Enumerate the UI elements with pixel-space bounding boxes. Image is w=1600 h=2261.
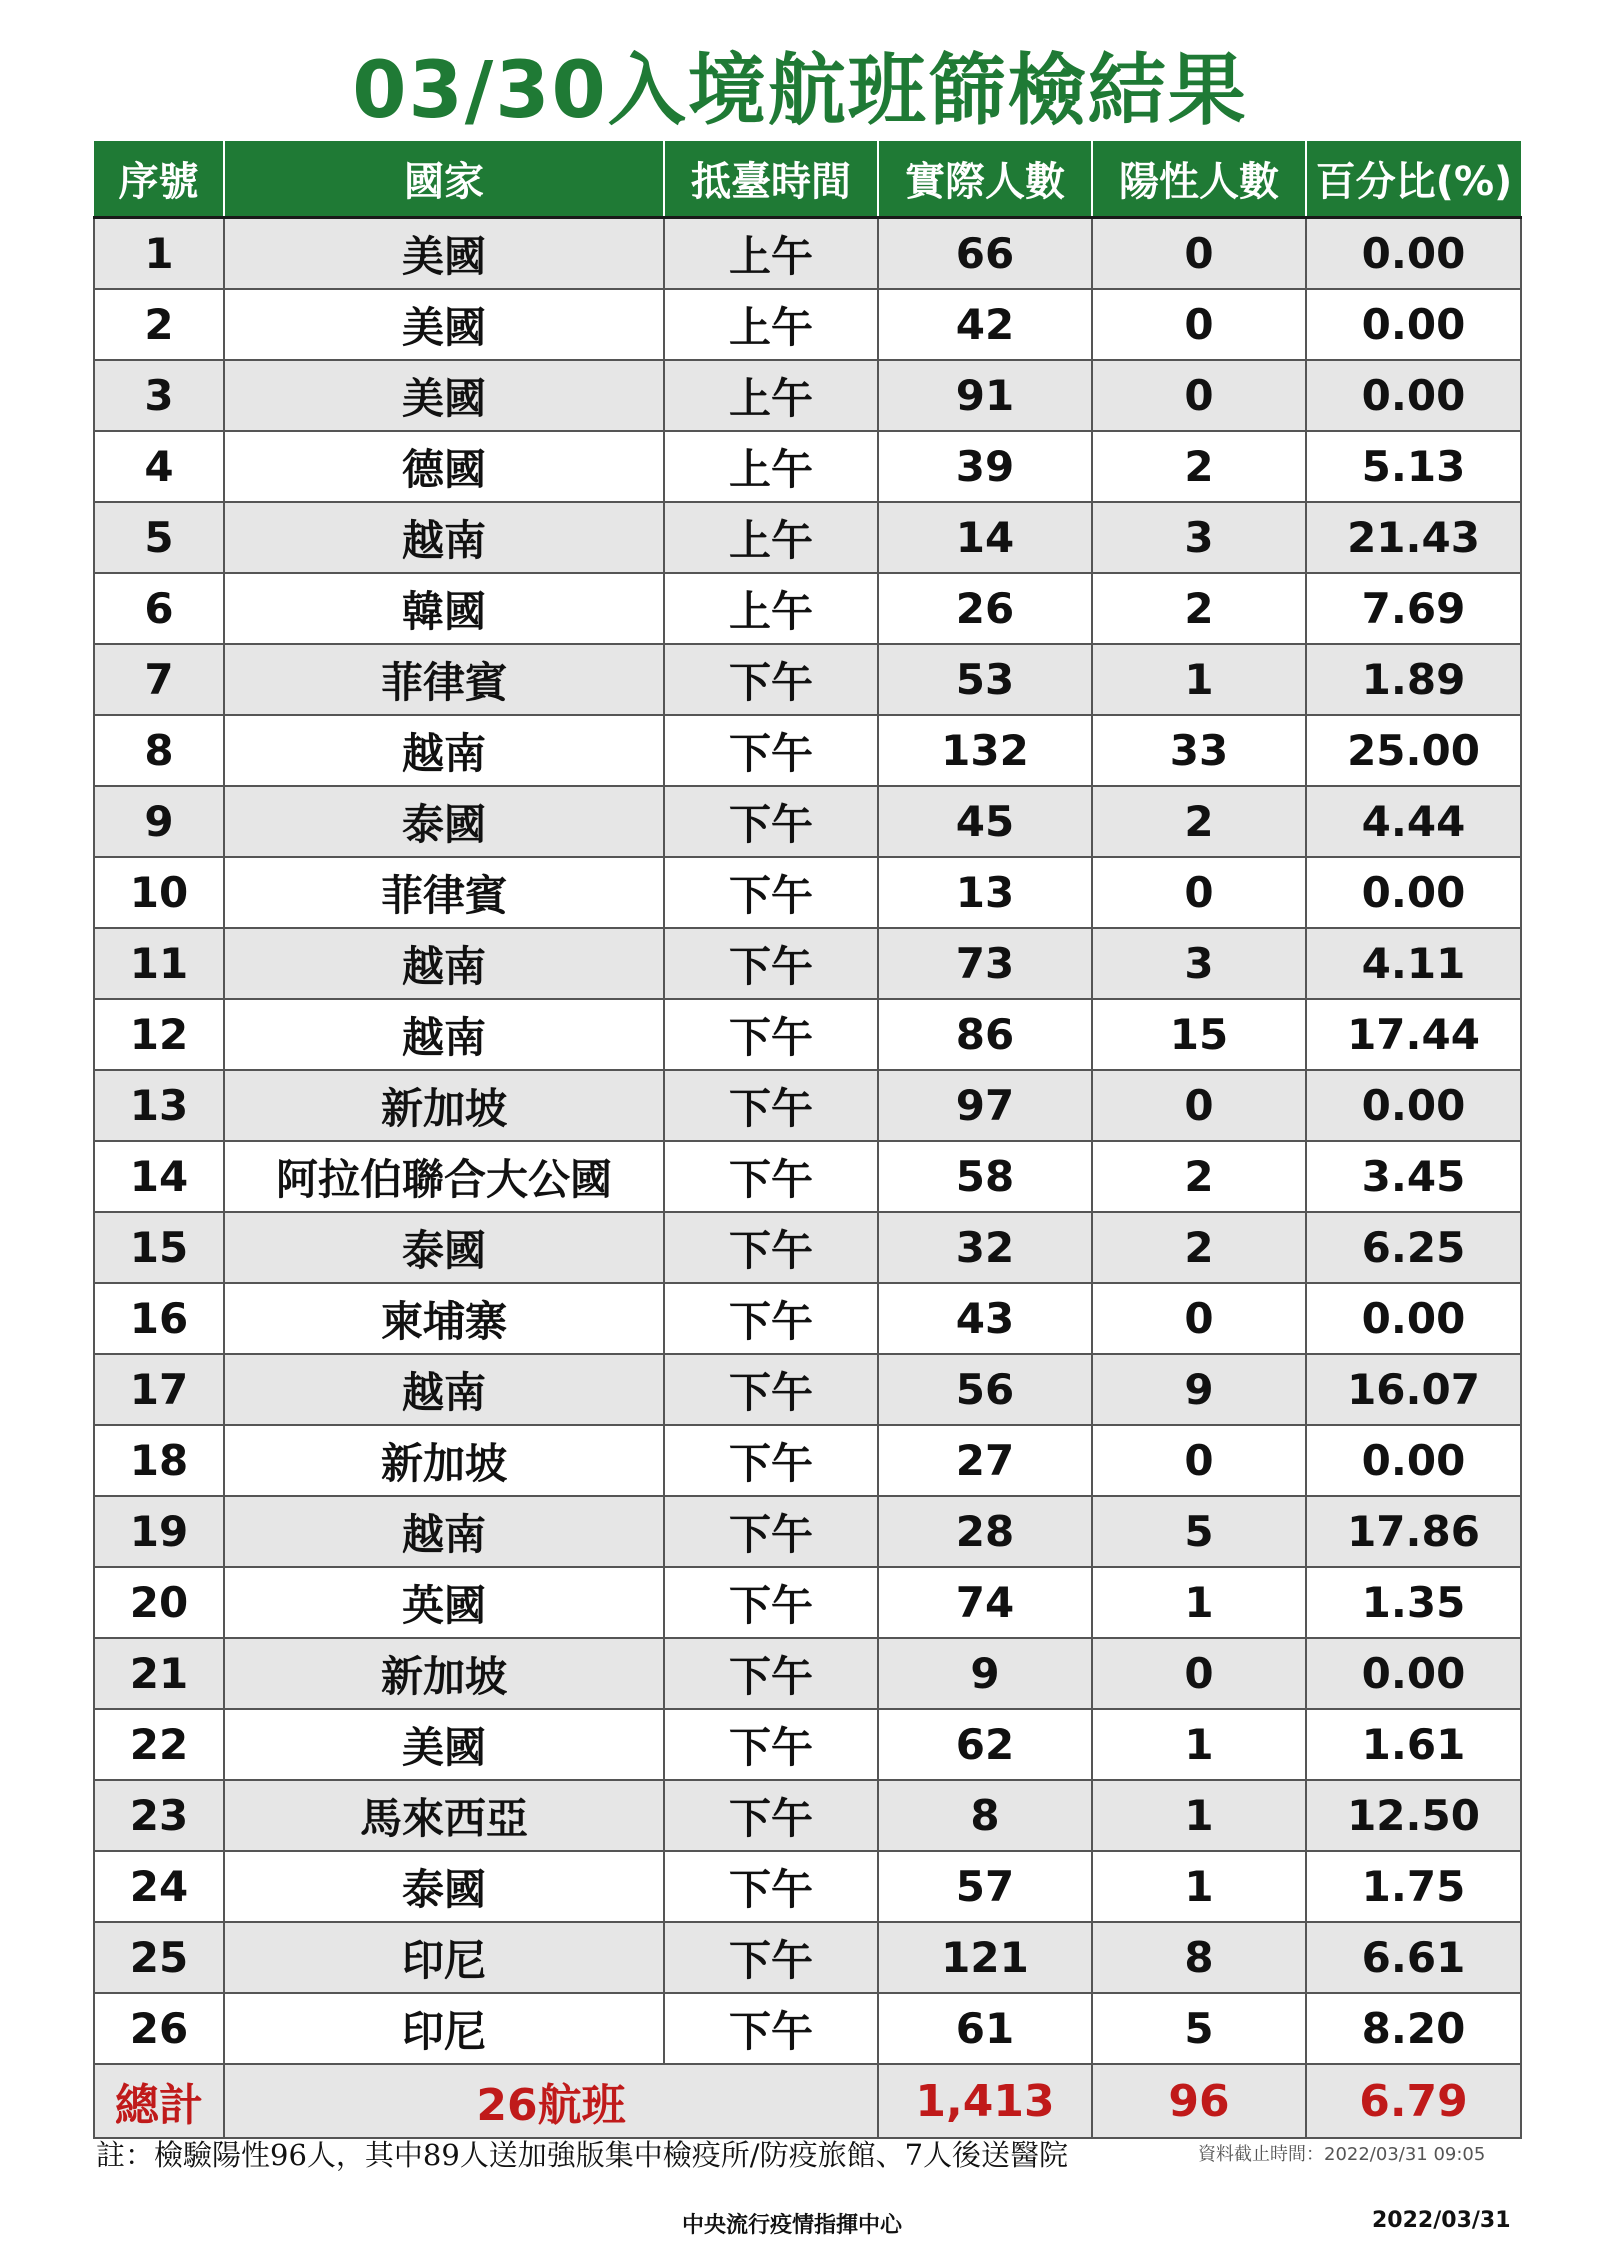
cell-positive-count: 15	[1092, 999, 1306, 1070]
cell-arrival-time: 下午	[664, 1212, 878, 1283]
cell-positive-count: 2	[1092, 1212, 1306, 1283]
cell-serial: 8	[94, 715, 224, 786]
cell-positive-count: 1	[1092, 1567, 1306, 1638]
cell-country: 美國	[224, 218, 664, 290]
cell-actual-count: 97	[878, 1070, 1092, 1141]
screening-results-table	[93, 141, 1522, 2139]
total-positive: 96	[1092, 2064, 1306, 2138]
cell-actual-count: 62	[878, 1709, 1092, 1780]
table-row	[94, 1425, 1521, 1496]
cell-percentage: 21.43	[1306, 502, 1521, 573]
table-row	[94, 999, 1521, 1070]
cell-positive-count: 0	[1092, 1425, 1306, 1496]
cell-country: 阿拉伯聯合大公國	[224, 1141, 664, 1212]
cell-positive-count: 0	[1092, 1283, 1306, 1354]
cell-arrival-time: 下午	[664, 786, 878, 857]
cell-percentage: 17.44	[1306, 999, 1521, 1070]
cell-serial: 11	[94, 928, 224, 999]
table-row	[94, 1496, 1521, 1567]
cell-serial: 25	[94, 1922, 224, 1993]
cell-country: 美國	[224, 1709, 664, 1780]
table-row	[94, 644, 1521, 715]
page-title: 03/30入境航班篩檢結果	[352, 46, 1248, 136]
cell-serial: 2	[94, 289, 224, 360]
cell-percentage: 8.20	[1306, 1993, 1521, 2064]
cell-country: 菲律賓	[224, 857, 664, 928]
cell-actual-count: 27	[878, 1425, 1092, 1496]
cell-arrival-time: 下午	[664, 857, 878, 928]
cell-serial: 6	[94, 573, 224, 644]
cell-serial: 20	[94, 1567, 224, 1638]
cell-positive-count: 2	[1092, 786, 1306, 857]
table-row	[94, 573, 1521, 644]
publish-date: 2022/03/31	[1372, 2208, 1511, 2233]
cell-percentage: 1.75	[1306, 1851, 1521, 1922]
cell-country: 印尼	[224, 1922, 664, 1993]
cell-arrival-time: 下午	[664, 1993, 878, 2064]
cell-actual-count: 86	[878, 999, 1092, 1070]
cell-percentage: 25.00	[1306, 715, 1521, 786]
cell-serial: 14	[94, 1141, 224, 1212]
cell-arrival-time: 下午	[664, 1283, 878, 1354]
cell-country: 德國	[224, 431, 664, 502]
column-header-actual-count: 實際人數	[878, 141, 1092, 218]
cell-percentage: 1.89	[1306, 644, 1521, 715]
cell-actual-count: 91	[878, 360, 1092, 431]
cell-serial: 12	[94, 999, 224, 1070]
table-row	[94, 1922, 1521, 1993]
cell-country: 新加坡	[224, 1638, 664, 1709]
table-row	[94, 502, 1521, 573]
table-row	[94, 928, 1521, 999]
cell-country: 泰國	[224, 1851, 664, 1922]
cell-arrival-time: 下午	[664, 1070, 878, 1141]
cell-arrival-time: 下午	[664, 1780, 878, 1851]
cell-percentage: 1.35	[1306, 1567, 1521, 1638]
table-row	[94, 1851, 1521, 1922]
cell-percentage: 5.13	[1306, 431, 1521, 502]
cell-country: 越南	[224, 502, 664, 573]
table-row	[94, 1283, 1521, 1354]
cell-positive-count: 33	[1092, 715, 1306, 786]
total-people: 1,413	[878, 2064, 1092, 2138]
cell-percentage: 6.61	[1306, 1922, 1521, 1993]
cell-percentage: 17.86	[1306, 1496, 1521, 1567]
cell-arrival-time: 上午	[664, 360, 878, 431]
cell-serial: 9	[94, 786, 224, 857]
table-row	[94, 1141, 1521, 1212]
cell-positive-count: 0	[1092, 1638, 1306, 1709]
cell-positive-count: 0	[1092, 360, 1306, 431]
cell-serial: 4	[94, 431, 224, 502]
cell-actual-count: 74	[878, 1567, 1092, 1638]
cell-percentage: 0.00	[1306, 1638, 1521, 1709]
cell-serial: 7	[94, 644, 224, 715]
cell-actual-count: 66	[878, 218, 1092, 290]
cell-arrival-time: 下午	[664, 928, 878, 999]
cell-percentage: 0.00	[1306, 289, 1521, 360]
cell-country: 泰國	[224, 786, 664, 857]
cell-actual-count: 132	[878, 715, 1092, 786]
table-body	[94, 218, 1521, 2065]
table-row	[94, 857, 1521, 928]
cell-arrival-time: 下午	[664, 1638, 878, 1709]
cell-country: 韓國	[224, 573, 664, 644]
cell-arrival-time: 下午	[664, 715, 878, 786]
cell-serial: 19	[94, 1496, 224, 1567]
cell-positive-count: 0	[1092, 857, 1306, 928]
column-header-arrival-time: 抵臺時間	[664, 141, 878, 218]
cell-percentage: 4.11	[1306, 928, 1521, 999]
total-row	[94, 2064, 1521, 2138]
cell-percentage: 16.07	[1306, 1354, 1521, 1425]
cell-actual-count: 61	[878, 1993, 1092, 2064]
table-row	[94, 360, 1521, 431]
cell-actual-count: 73	[878, 928, 1092, 999]
cell-actual-count: 9	[878, 1638, 1092, 1709]
cell-country: 越南	[224, 1354, 664, 1425]
cell-positive-count: 3	[1092, 928, 1306, 999]
table-row	[94, 1638, 1521, 1709]
cell-country: 馬來西亞	[224, 1780, 664, 1851]
cell-positive-count: 2	[1092, 1141, 1306, 1212]
cell-arrival-time: 上午	[664, 289, 878, 360]
cell-serial: 16	[94, 1283, 224, 1354]
cell-serial: 21	[94, 1638, 224, 1709]
cell-arrival-time: 下午	[664, 1354, 878, 1425]
cell-arrival-time: 下午	[664, 1567, 878, 1638]
cell-serial: 10	[94, 857, 224, 928]
cell-serial: 15	[94, 1212, 224, 1283]
table-row	[94, 1993, 1521, 2064]
cell-positive-count: 0	[1092, 289, 1306, 360]
cell-arrival-time: 下午	[664, 1425, 878, 1496]
cell-percentage: 4.44	[1306, 786, 1521, 857]
cell-positive-count: 5	[1092, 1496, 1306, 1567]
cell-percentage: 0.00	[1306, 1283, 1521, 1354]
cell-country: 菲律賓	[224, 644, 664, 715]
cell-country: 泰國	[224, 1212, 664, 1283]
cell-country: 越南	[224, 928, 664, 999]
table-row	[94, 1780, 1521, 1851]
cell-arrival-time: 上午	[664, 502, 878, 573]
cell-percentage: 3.45	[1306, 1141, 1521, 1212]
table-row	[94, 1567, 1521, 1638]
cell-country: 越南	[224, 999, 664, 1070]
cell-percentage: 0.00	[1306, 1070, 1521, 1141]
cell-positive-count: 1	[1092, 1851, 1306, 1922]
cell-positive-count: 1	[1092, 1780, 1306, 1851]
cell-serial: 24	[94, 1851, 224, 1922]
cell-country: 越南	[224, 1496, 664, 1567]
cell-positive-count: 1	[1092, 644, 1306, 715]
cell-positive-count: 1	[1092, 1709, 1306, 1780]
cell-positive-count: 3	[1092, 502, 1306, 573]
table-row	[94, 1354, 1521, 1425]
organization-name: 中央流行疫情指揮中心	[682, 2213, 903, 2238]
cell-country: 新加坡	[224, 1070, 664, 1141]
cell-arrival-time: 下午	[664, 1709, 878, 1780]
cell-arrival-time: 上午	[664, 218, 878, 290]
cell-actual-count: 45	[878, 786, 1092, 857]
cell-serial: 17	[94, 1354, 224, 1425]
table-row	[94, 786, 1521, 857]
cell-serial: 3	[94, 360, 224, 431]
cell-arrival-time: 下午	[664, 1141, 878, 1212]
table-row	[94, 218, 1521, 290]
cell-percentage: 0.00	[1306, 857, 1521, 928]
cell-serial: 13	[94, 1070, 224, 1141]
column-header-percentage: 百分比(%)	[1306, 141, 1521, 218]
cell-positive-count: 5	[1092, 1993, 1306, 2064]
cell-arrival-time: 上午	[664, 573, 878, 644]
total-flights: 26航班	[224, 2064, 878, 2138]
cell-country: 美國	[224, 289, 664, 360]
cell-serial: 5	[94, 502, 224, 573]
cell-positive-count: 0	[1092, 1070, 1306, 1141]
cell-serial: 1	[94, 218, 224, 290]
table-header-row	[94, 141, 1521, 218]
cell-actual-count: 42	[878, 289, 1092, 360]
cell-actual-count: 53	[878, 644, 1092, 715]
data-cutoff-time: 資料截止時間：2022/03/31 09:05	[1198, 2144, 1486, 2165]
cell-arrival-time: 下午	[664, 1496, 878, 1567]
cell-actual-count: 26	[878, 573, 1092, 644]
cell-percentage: 0.00	[1306, 1425, 1521, 1496]
cell-serial: 22	[94, 1709, 224, 1780]
cell-country: 美國	[224, 360, 664, 431]
cell-percentage: 12.50	[1306, 1780, 1521, 1851]
cell-actual-count: 43	[878, 1283, 1092, 1354]
cell-country: 英國	[224, 1567, 664, 1638]
cell-actual-count: 39	[878, 431, 1092, 502]
cell-percentage: 1.61	[1306, 1709, 1521, 1780]
cell-arrival-time: 上午	[664, 431, 878, 502]
cell-arrival-time: 下午	[664, 644, 878, 715]
footnote: 註：檢驗陽性96人，其中89人送加強版集中檢疫所/防疫旅館、7人後送醫院	[96, 2138, 1069, 2172]
cell-actual-count: 57	[878, 1851, 1092, 1922]
cell-country: 柬埔寨	[224, 1283, 664, 1354]
cell-arrival-time: 下午	[664, 1922, 878, 1993]
cell-positive-count: 9	[1092, 1354, 1306, 1425]
cell-actual-count: 121	[878, 1922, 1092, 1993]
cell-serial: 18	[94, 1425, 224, 1496]
cell-serial: 23	[94, 1780, 224, 1851]
cell-actual-count: 8	[878, 1780, 1092, 1851]
column-header-country: 國家	[224, 141, 664, 218]
cell-actual-count: 32	[878, 1212, 1092, 1283]
cell-country: 印尼	[224, 1993, 664, 2064]
total-percent: 6.79	[1306, 2064, 1521, 2138]
cell-percentage: 7.69	[1306, 573, 1521, 644]
cell-percentage: 6.25	[1306, 1212, 1521, 1283]
total-label: 總計	[94, 2064, 224, 2138]
cell-positive-count: 2	[1092, 431, 1306, 502]
cell-actual-count: 13	[878, 857, 1092, 928]
cell-arrival-time: 下午	[664, 1851, 878, 1922]
table-row	[94, 1212, 1521, 1283]
cell-positive-count: 8	[1092, 1922, 1306, 1993]
cell-percentage: 0.00	[1306, 218, 1521, 290]
cell-country: 新加坡	[224, 1425, 664, 1496]
table-row	[94, 1070, 1521, 1141]
column-header-positive-count: 陽性人數	[1092, 141, 1306, 218]
cell-actual-count: 56	[878, 1354, 1092, 1425]
cell-positive-count: 2	[1092, 573, 1306, 644]
cell-actual-count: 28	[878, 1496, 1092, 1567]
cell-serial: 26	[94, 1993, 224, 2064]
table-row	[94, 715, 1521, 786]
table-row	[94, 431, 1521, 502]
cell-actual-count: 58	[878, 1141, 1092, 1212]
column-header-serial: 序號	[94, 141, 224, 218]
cell-positive-count: 0	[1092, 218, 1306, 290]
cell-country: 越南	[224, 715, 664, 786]
cell-arrival-time: 下午	[664, 999, 878, 1070]
table-row	[94, 289, 1521, 360]
cell-actual-count: 14	[878, 502, 1092, 573]
table-row	[94, 1709, 1521, 1780]
cell-percentage: 0.00	[1306, 360, 1521, 431]
